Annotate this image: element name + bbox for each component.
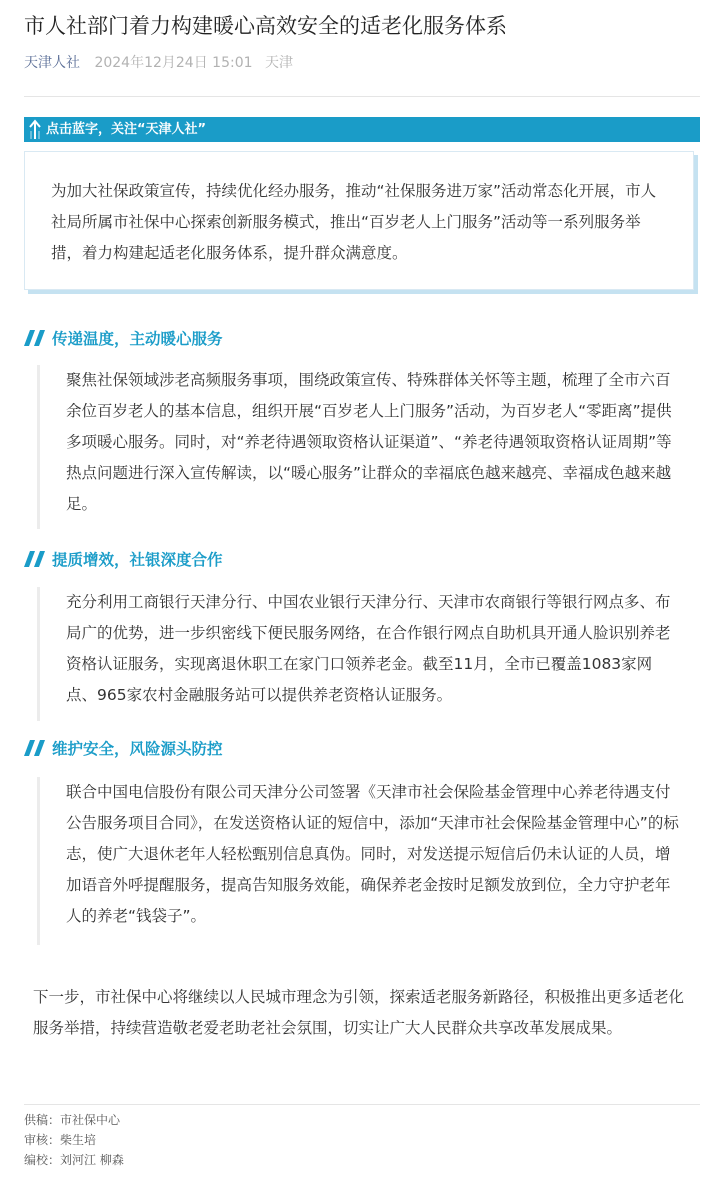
- section-heading-text: 维护安全，风险源头防控: [52, 740, 223, 758]
- double-slash-icon: [24, 738, 46, 758]
- closing-paragraph: 下一步，市社保中心将继续以人民城市理念为引领，探索适老服务新路径，积极推出更多适老化服务举措，持续营造敬老爱老助老社会氛围，切实让广大人民群众共享改革发展成果。: [33, 988, 685, 1037]
- section-heading-bank-cooperation: [24, 548, 223, 572]
- section-heading-warm-service: [24, 327, 223, 351]
- follow-banner-label: 点击蓝字，关注“天津人社”: [46, 122, 207, 137]
- section-body-risk-prevention: [37, 777, 700, 945]
- article-meta: [24, 52, 301, 74]
- credit-source: 供稿：市社保中心: [24, 1113, 121, 1127]
- section-body-bank-cooperation: [37, 587, 700, 721]
- credit-review: 审核：柴生培: [24, 1133, 97, 1147]
- article-title: 市人社部门着力构建暖心高效安全的适老化服务体系: [24, 14, 507, 38]
- section-body-warm-service: [37, 365, 700, 529]
- double-slash-icon: [24, 549, 46, 569]
- follow-banner[interactable]: [24, 117, 700, 142]
- section-paragraph: 聚焦社保领域涉老高频服务事项，围绕政策宣传、特殊群体关怀等主题，梳理了全市六百余位百岁老人的基本信息，组织开展“百岁老人上门服务”活动，为百岁老人“零距离”提供多项暖心服务。同时，对“养老待遇领取资格认证渠道”、“养老待遇领取资格认证周期”等热点问题进行深入宣传解读，以“暖心服务”让群众的幸福底色越来越亮、幸福成色越来越足。: [66, 371, 672, 513]
- header-divider: [24, 96, 700, 97]
- intro-box: [24, 151, 694, 290]
- section-heading-text: 提质增效，社银深度合作: [52, 551, 223, 569]
- intro-text: 为加大社保政策宣传，持续优化经办服务，推动“社保服务进万家”活动常态化开展，市人社局所属市社保中心探索创新服务模式，推出“百岁老人上门服务”活动等一系列服务举措，着力构建起适老化服务体系，提升群众满意度。: [51, 182, 657, 262]
- account-name-link[interactable]: 天津人社: [24, 55, 80, 71]
- publish-location: 天津: [264, 55, 293, 71]
- credit-editors: 编校：刘河江 柳森: [24, 1153, 124, 1167]
- section-paragraph: 充分利用工商银行天津分行、中国农业银行天津分行、天津市农商银行等银行网点多、布局广的优势，进一步织密线下便民服务网络，在合作银行网点自助机具开通人脸识别养老资格认证服务，实现离退休职工在家门口领养老金。截至11月，全市已覆盖1083家网点、965家农村金融服务站可以提供养老资格认证服务。: [66, 593, 671, 704]
- double-slash-icon: [24, 328, 46, 348]
- article-credits: [24, 1110, 124, 1170]
- section-paragraph: 联合中国电信股份有限公司天津分公司签署《天津市社会保险基金管理中心养老待遇支付公告服务项目合同》，在发送资格认证的短信中，添加“天津市社会保险基金管理中心”的标志，使广大退休老年人轻松甄别信息真伪。同时，对发送提示短信后仍未认证的人员，增加语音外呼提醒服务，提高告知服务效能，确保养老金按时足额发放到位，全力守护老年人的养老“钱袋子”。: [66, 783, 679, 925]
- section-heading-text: 传递温度，主动暖心服务: [52, 330, 223, 348]
- footer-divider: [24, 1104, 700, 1105]
- section-heading-risk-prevention: [24, 737, 223, 761]
- up-arrow-icon: [28, 117, 42, 142]
- publish-time: 2024年12月24日 15:01: [94, 55, 253, 71]
